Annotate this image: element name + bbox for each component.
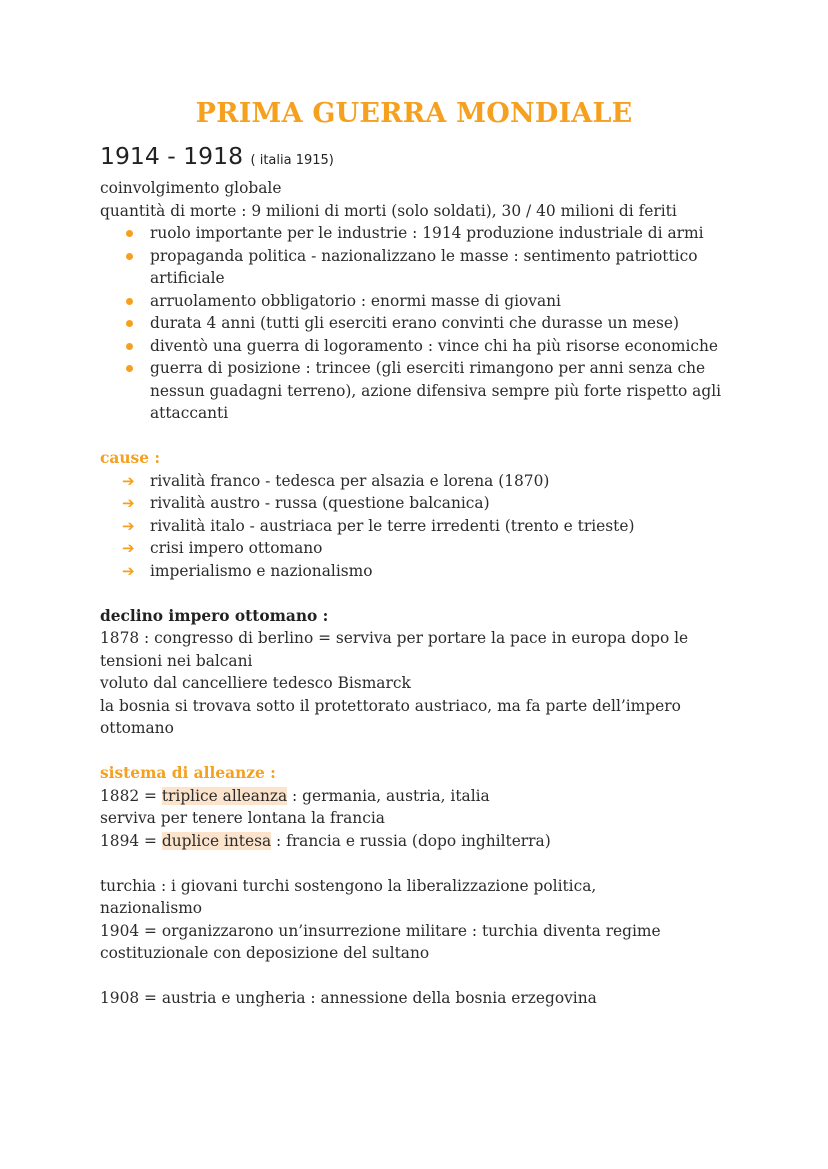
declino-line: tensioni nei balcani — [100, 651, 253, 670]
turchia-line: costituzionale con deposizione del sultano — [100, 944, 430, 962]
bullet-dot-icon — [126, 365, 133, 372]
turchia-line: nazionalismo — [100, 899, 203, 917]
list-item: ➔ imperialismo e nazionalismo — [122, 560, 760, 583]
years-heading — [100, 140, 760, 177]
document-content — [100, 140, 760, 1010]
list-item: durata 4 anni (tutti gli eserciti erano convinti che durasse un mese) — [122, 312, 760, 335]
declino-line: 1878 : congresso di berlino = serviva per portare la pace in europa dopo le — [100, 629, 689, 647]
alleanze-line-2: serviva per tenere lontana la francia — [100, 809, 385, 827]
list-item: ➔ crisi impero ottomano — [122, 537, 760, 560]
bullet-dot-icon — [126, 320, 133, 327]
bullet-list — [100, 222, 760, 425]
arrow-right-icon: ➔ — [122, 539, 135, 557]
years-main: 1914 - 1918 — [100, 142, 244, 170]
declino-line: voluto dal cancelliere tedesco Bismarck — [100, 674, 411, 692]
years-note: ( italia 1915) — [250, 153, 334, 168]
alleanze-heading: sistema di alleanze : — [100, 764, 276, 782]
cause-heading: cause : — [100, 449, 161, 467]
page-title: PRIMA GUERRA MONDIALE — [195, 98, 633, 129]
cause-list — [100, 470, 760, 583]
bullet-dot-icon — [126, 298, 133, 305]
arrow-right-icon: ➔ — [122, 471, 135, 490]
highlight-triplice: triplice alleanza — [161, 786, 288, 805]
declino-line: la bosnia si trovava sotto il protettorato austriaco, ma fa parte dell’impero — [100, 696, 681, 715]
list-item: ➔ rivalità italo - austriaca per le terre irredenti (trento e trieste) — [122, 515, 760, 538]
intro-line-1: coinvolgimento globale — [100, 179, 282, 197]
list-item: ruolo importante per le industrie : 1914 produzione industriale di armi — [122, 222, 760, 245]
declino-heading: declino impero ottomano : — [100, 606, 329, 625]
alleanze-line-3: 1894 = duplice intesa : francia e russia (dopo inghilterra) — [100, 831, 551, 850]
final-line: 1908 = austria e ungheria : annessione della bosnia erzegovina — [100, 989, 597, 1007]
list-item: diventò una guerra di logoramento : vince chi ha più risorse economiche — [122, 335, 760, 358]
bullet-dot-icon — [126, 343, 133, 350]
intro-line-2: quantità di morte : 9 milioni di morti (solo soldati), 30 / 40 milioni di feriti — [100, 201, 677, 220]
list-item: arruolamento obbligatorio : enormi masse di giovani — [122, 290, 760, 313]
list-item: ➔ rivalità franco - tedesca per alsazia e lorena (1870) — [122, 470, 760, 493]
highlight-duplice: duplice intesa — [161, 831, 272, 850]
bullet-dot-icon — [126, 230, 133, 237]
declino-line: ottomano — [100, 719, 174, 737]
turchia-line: turchia : i giovani turchi sostengono la liberalizzazione politica, — [100, 876, 597, 895]
list-item: propaganda politica - nazionalizzano le masse : sentimento patriottico artificiale — [122, 245, 760, 290]
list-item: ➔ rivalità austro - russa (questione balcanica) — [122, 492, 760, 515]
arrow-right-icon: ➔ — [122, 516, 135, 535]
alleanze-line-1: 1882 = triplice alleanza : germania, austria, italia — [100, 786, 490, 805]
bullet-dot-icon — [126, 253, 133, 260]
turchia-line: 1904 = organizzarono un’insurrezione militare : turchia diventa regime — [100, 921, 661, 940]
list-item: guerra di posizione : trincee (gli eserciti rimangono per anni senza che nessun guadagni terreno), azione difensiva sempre più forte rispetto agli attaccanti — [122, 357, 760, 425]
arrow-right-icon: ➔ — [122, 494, 135, 512]
arrow-right-icon: ➔ — [122, 561, 135, 580]
